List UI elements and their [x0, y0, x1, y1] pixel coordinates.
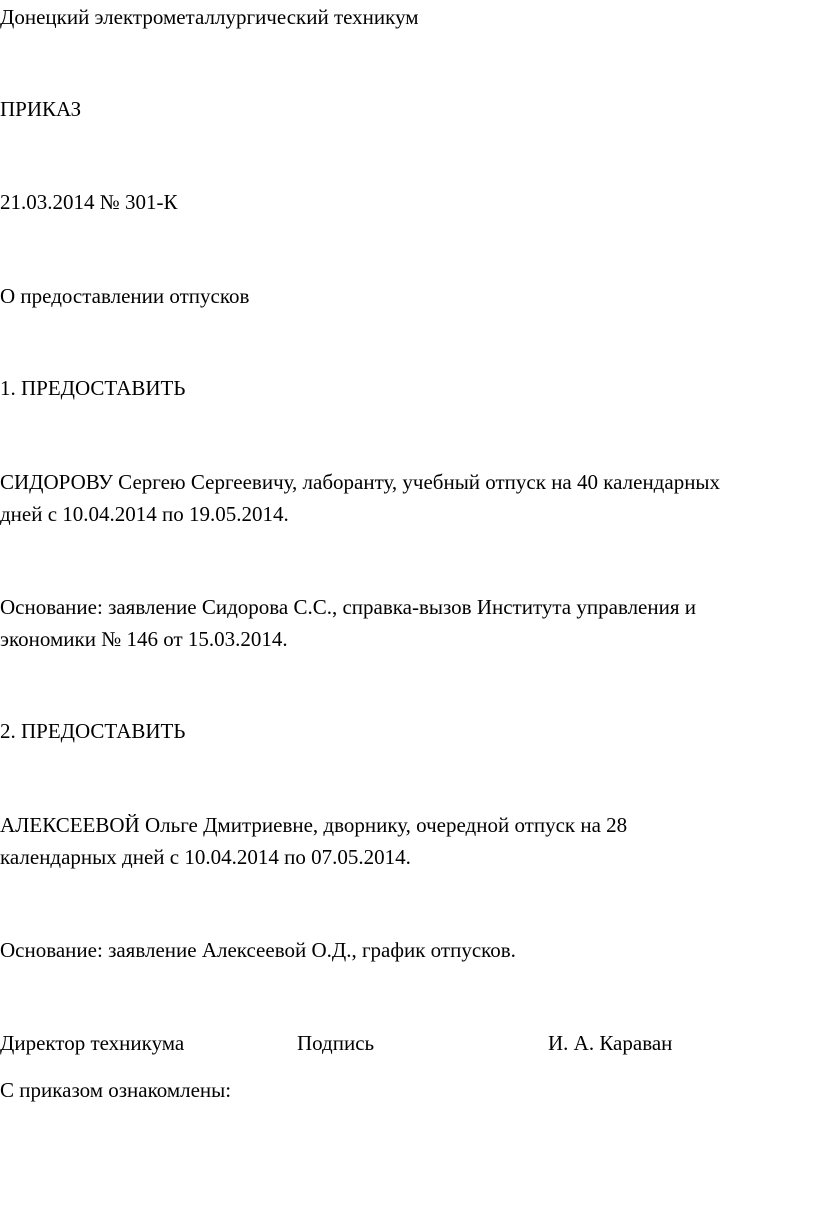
item2-text-line2: календарных дней с 10.04.2014 по 07.05.2014.	[0, 845, 411, 869]
acknowledged-label: С приказом ознакомлены:	[0, 1078, 232, 1102]
item1-text-line2: дней с 10.04.2014 по 19.05.2014.	[0, 502, 289, 526]
item2-basis: Основание: заявление Алексеевой О.Д., график отпусков.	[0, 938, 516, 962]
institution-name: Донецкий электрометаллургический техникум	[0, 5, 419, 29]
document-type-title: ПРИКАЗ	[0, 97, 82, 121]
item2-heading: 2. ПРЕДОСТАВИТЬ	[0, 719, 186, 743]
item1-text-line1: СИДОРОВУ Сергею Сергеевичу, лаборанту, учебный отпуск на 40 календарных	[0, 470, 721, 494]
signature-position: Директор техникума	[0, 1031, 185, 1055]
document-subject: О предоставлении отпусков	[0, 284, 250, 308]
item1-basis-line2: экономики № 146 от 15.03.2014.	[0, 627, 288, 651]
item1-heading: 1. ПРЕДОСТАВИТЬ	[0, 376, 186, 400]
signature-name: И. А. Караван	[548, 1031, 673, 1055]
item2-text-line1: АЛЕКСЕЕВОЙ Ольге Дмитриевне, дворнику, очередной отпуск на 28	[0, 813, 628, 837]
item1-basis-line1: Основание: заявление Сидорова С.С., справка-вызов Института управления и	[0, 595, 697, 619]
signature-sign-label: Подпись	[297, 1031, 375, 1055]
document-date-number: 21.03.2014 № 301-К	[0, 190, 178, 214]
